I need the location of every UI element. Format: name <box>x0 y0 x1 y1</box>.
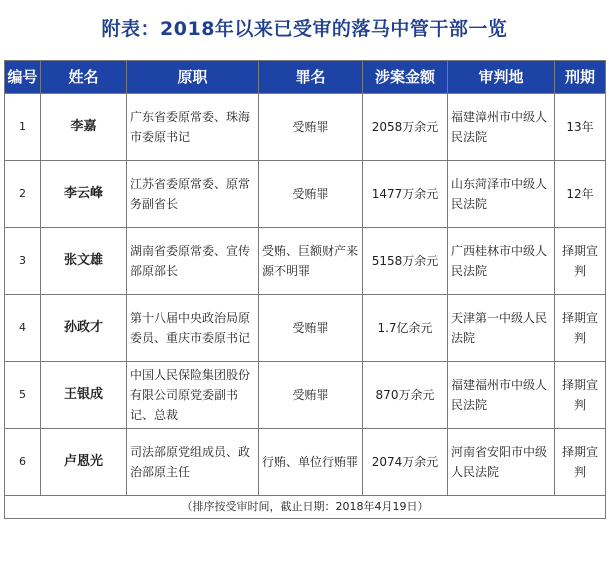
cell-court: 福建福州市中级人民法院 <box>448 362 555 429</box>
cell-court: 广西桂林市中级人民法院 <box>448 228 555 295</box>
cell-sentence: 择期宣判 <box>555 362 606 429</box>
table-row <box>5 362 606 429</box>
cell-name: 卢恩光 <box>41 429 127 496</box>
cell-amount: 1477万余元 <box>363 161 448 228</box>
cell-id: 5 <box>5 362 41 429</box>
cell-charge: 受贿罪 <box>259 295 363 362</box>
cell-amount: 2074万余元 <box>363 429 448 496</box>
header-court: 审判地 <box>448 61 555 94</box>
table-row <box>5 228 606 295</box>
table-row <box>5 295 606 362</box>
cell-id: 3 <box>5 228 41 295</box>
table-row <box>5 94 606 161</box>
header-charge: 罪名 <box>259 61 363 94</box>
cell-amount: 870万余元 <box>363 362 448 429</box>
cell-name: 张文雄 <box>41 228 127 295</box>
cell-sentence: 择期宣判 <box>555 228 606 295</box>
cell-amount: 5158万余元 <box>363 228 448 295</box>
header-row <box>5 61 606 94</box>
cell-sentence: 择期宣判 <box>555 429 606 496</box>
cell-name: 李嘉 <box>41 94 127 161</box>
header-sentence: 刑期 <box>555 61 606 94</box>
table-row <box>5 429 606 496</box>
cell-position: 江苏省委原常委、原常务副省长 <box>127 161 259 228</box>
cell-name: 孙政才 <box>41 295 127 362</box>
cell-amount: 1.7亿余元 <box>363 295 448 362</box>
header-id: 编号 <box>5 61 41 94</box>
cell-position: 第十八届中央政治局原委员、重庆市委原书记 <box>127 295 259 362</box>
cell-position: 中国人民保险集团股份有限公司原党委副书记、总裁 <box>127 362 259 429</box>
cell-sentence: 12年 <box>555 161 606 228</box>
cell-position: 司法部原党组成员、政治部原主任 <box>127 429 259 496</box>
cell-sentence: 择期宣判 <box>555 295 606 362</box>
cell-position: 广东省委原常委、珠海市委原书记 <box>127 94 259 161</box>
header-position: 原职 <box>127 61 259 94</box>
cell-position: 湖南省委原常委、宣传部原部长 <box>127 228 259 295</box>
table-row <box>5 161 606 228</box>
cell-id: 6 <box>5 429 41 496</box>
cell-id: 2 <box>5 161 41 228</box>
cell-sentence: 13年 <box>555 94 606 161</box>
cell-court: 河南省安阳市中级人民法院 <box>448 429 555 496</box>
cell-charge: 行贿、单位行贿罪 <box>259 429 363 496</box>
header-amount: 涉案金额 <box>363 61 448 94</box>
cell-court: 福建漳州市中级人民法院 <box>448 94 555 161</box>
footnote-row <box>5 496 606 519</box>
cell-court: 天津第一中级人民法院 <box>448 295 555 362</box>
cell-name: 李云峰 <box>41 161 127 228</box>
header-name: 姓名 <box>41 61 127 94</box>
officials-table <box>4 60 606 519</box>
cell-charge: 受贿罪 <box>259 362 363 429</box>
cell-id: 4 <box>5 295 41 362</box>
cell-charge: 受贿、巨额财产来源不明罪 <box>259 228 363 295</box>
cell-charge: 受贿罪 <box>259 161 363 228</box>
cell-name: 王银成 <box>41 362 127 429</box>
cell-amount: 2058万余元 <box>363 94 448 161</box>
cell-court: 山东菏泽市中级人民法院 <box>448 161 555 228</box>
cell-id: 1 <box>5 94 41 161</box>
table-title: 附表：2018年以来已受审的落马中管干部一览 <box>101 18 508 40</box>
cell-charge: 受贿罪 <box>259 94 363 161</box>
footnote: （排序按受审时间，截止日期：2018年4月19日） <box>5 496 606 519</box>
